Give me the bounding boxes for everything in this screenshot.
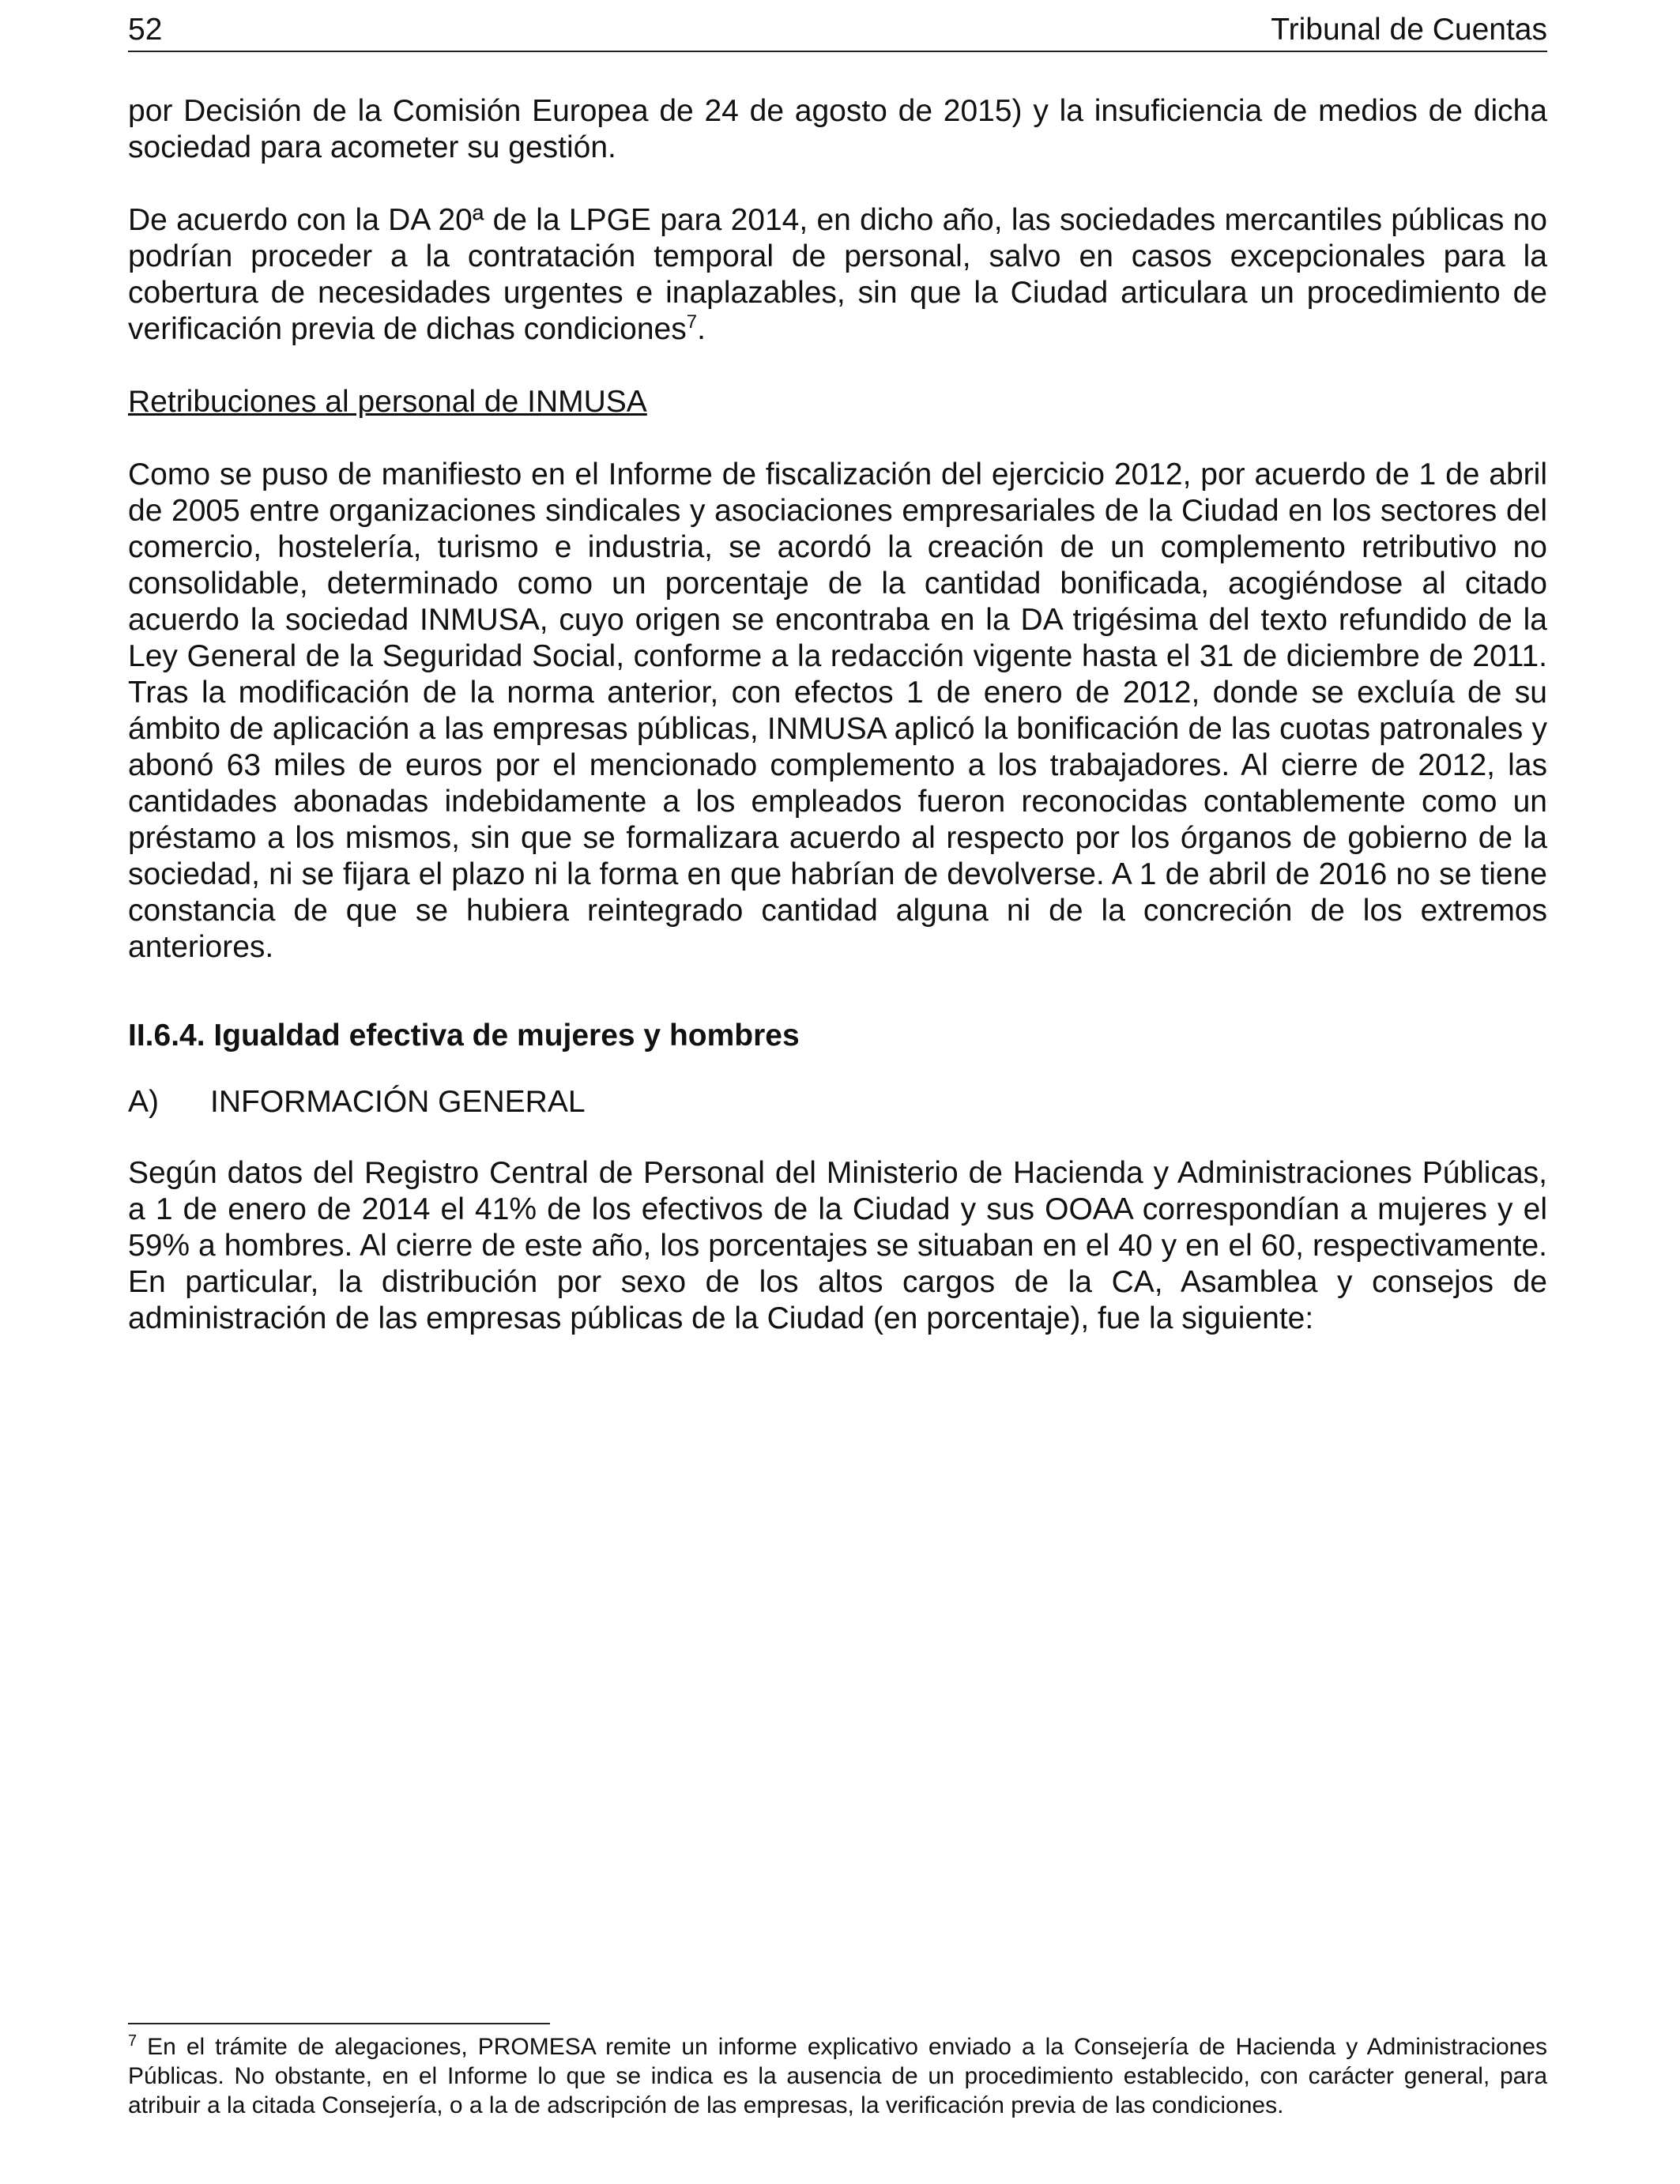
footnote-divider	[128, 2023, 550, 2024]
subsection-letter: A)	[128, 1085, 159, 1119]
paragraph-4: Según datos del Registro Central de Personal del Ministerio de Hacienda y Administraciones Públicas, a 1 de enero de 2014 el 41% de los efectivos de la Ciudad y sus OOAA correspondían a mujeres y el 59% a hombres. Al cierre de este año, los porcentajes se situaban en el 40 y en el 60, respectivamente. En particular, la distribución por sexo de los altos cargos de la CA, Asamblea y consejos de administración de las empresas públicas de la Ciudad (en porcentaje), fue la siguiente:	[128, 1156, 1547, 1335]
subsection-heading	[128, 1084, 1547, 1120]
subheading-retribuciones: Retribuciones al personal de INMUSA	[128, 385, 647, 419]
running-title: Tribunal de Cuentas	[1271, 13, 1547, 47]
paragraph-1: por Decisión de la Comisión Europea de 24 de agosto de 2015) y la insuficiencia de medios de dicha sociedad para acometer su gestión.	[128, 94, 1547, 164]
footnote-7	[128, 2032, 1547, 2120]
footnote-number: 7	[128, 2032, 137, 2050]
body-text	[128, 93, 1547, 1337]
section-heading: II.6.4. Igualdad efectiva de mujeres y hombres	[128, 1019, 800, 1052]
document-page	[128, 0, 1547, 2184]
page-number: 52	[128, 13, 163, 47]
paragraph-3: Como se puso de manifiesto en el Informe de fiscalización del ejercicio 2012, por acuerdo de 1 de abril de 2005 entre organizaciones sindicales y asociaciones empresariales de la Ciudad en los sectores del comercio, hostelería, turismo e industria, se acordó la creación de un complemento retributivo no consolidable, determinado como un porcentaje de la cantidad bonificada, acogiéndose al citado acuerdo la sociedad INMUSA, cuyo origen se encontraba en la DA trigésima del texto refundido de la Ley General de la Seguridad Social, conforme a la redacción vigente hasta el 31 de diciembre de 2011. Tras la modificación de la norma anterior, con efectos 1 de enero de 2012, donde se excluía de su ámbito de aplicación a las empresas públicas, INMUSA aplicó la bonificación de las cuotas patronales y abonó 63 miles de euros por el mencionado complemento a los trabajadores. Al cierre de 2012, las cantidades abonadas indebidamente a los empleados fueron reconocidas contablemente como un préstamo a los mismos, sin que se formalizara acuerdo al respecto por los órganos de gobierno de la sociedad, ni se fijara el plazo ni la forma en que habrían de devolverse. A 1 de abril de 2016 no se tiene constancia de que se hubiera reintegrado cantidad alguna ni de la concreción de los extremos anteriores.	[128, 458, 1547, 964]
paragraph-2-text: De acuerdo con la DA 20ª de la LPGE para 2014, en dicho año, las sociedades mercantiles públicas no podrían proceder a la contratación temporal de personal, salvo en casos excepcionales para la cobertura de necesidades urgentes e inaplazables, sin que la Ciudad articulara un procedimiento de verificación previa de dichas condiciones	[128, 203, 1547, 346]
subsection-title: INFORMACIÓN GENERAL	[210, 1085, 586, 1119]
footnote-reference-7[interactable]: 7	[686, 311, 698, 333]
footnote-text: En el trámite de alegaciones, PROMESA remite un informe explicativo enviado a la Consejería de Hacienda y Administraciones Públicas. No obstante, en el Informe lo que se indica es la ausencia de un procedimiento establecido, con carácter general, para atribuir a la citada Consejería, o a la de adscripción de las empresas, la verificación previa de las condiciones.	[128, 2034, 1547, 2118]
page-header	[128, 11, 1547, 52]
paragraph-2-end: .	[697, 312, 706, 346]
paragraph-2	[128, 202, 1547, 348]
